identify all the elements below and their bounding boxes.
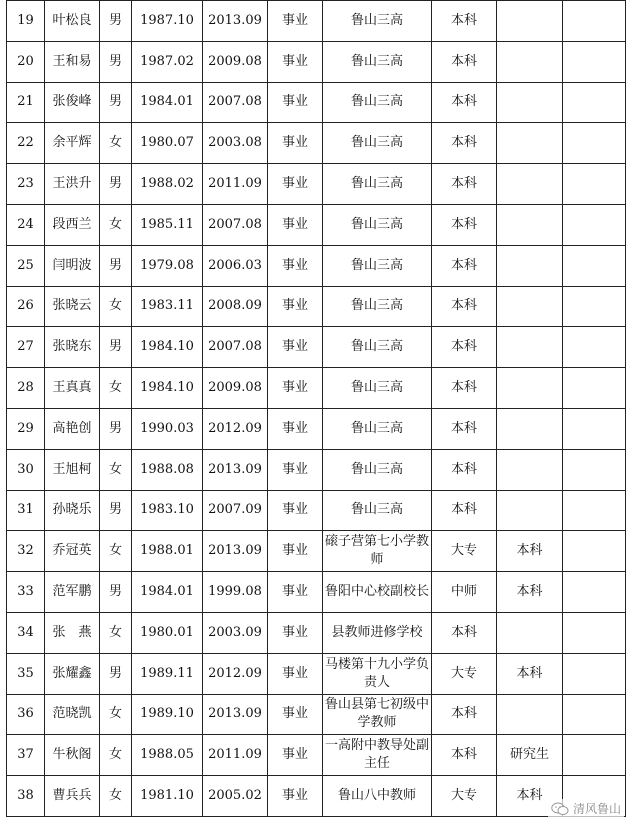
cell-name: 张 燕 bbox=[45, 612, 100, 653]
cell-birth: 1980.01 bbox=[132, 612, 203, 653]
cell-unit: 鲁山八中教师 bbox=[323, 776, 432, 817]
cell-edu2 bbox=[497, 286, 563, 327]
cell-edu2 bbox=[497, 327, 563, 368]
cell-note bbox=[563, 245, 626, 286]
cell-no: 21 bbox=[7, 82, 45, 123]
cell-type: 事业 bbox=[268, 449, 323, 490]
cell-edu2 bbox=[497, 164, 563, 205]
cell-type: 事业 bbox=[268, 327, 323, 368]
cell-type: 事业 bbox=[268, 204, 323, 245]
table-row bbox=[7, 245, 626, 286]
cell-unit: 鲁山三高 bbox=[323, 123, 432, 164]
cell-birth: 1988.05 bbox=[132, 735, 203, 776]
cell-edu1: 本科 bbox=[432, 204, 497, 245]
cell-type: 事业 bbox=[268, 245, 323, 286]
cell-name: 乔冠英 bbox=[45, 531, 100, 572]
cell-work: 2007.08 bbox=[203, 204, 268, 245]
cell-name: 段西兰 bbox=[45, 204, 100, 245]
table-row bbox=[7, 449, 626, 490]
cell-birth: 1988.08 bbox=[132, 449, 203, 490]
table-row bbox=[7, 1, 626, 42]
cell-no: 35 bbox=[7, 653, 45, 694]
cell-name: 张耀鑫 bbox=[45, 653, 100, 694]
cell-birth: 1990.03 bbox=[132, 408, 203, 449]
cell-unit: 鲁阳中心校副校长 bbox=[323, 572, 432, 613]
cell-edu2 bbox=[497, 694, 563, 735]
wechat-logo-icon bbox=[551, 802, 569, 816]
cell-note bbox=[563, 41, 626, 82]
cell-work: 2006.03 bbox=[203, 245, 268, 286]
cell-sex: 男 bbox=[100, 82, 132, 123]
cell-sex: 女 bbox=[100, 612, 132, 653]
cell-sex: 男 bbox=[100, 1, 132, 42]
cell-work: 2007.08 bbox=[203, 327, 268, 368]
cell-note bbox=[563, 123, 626, 164]
cell-unit: 鲁山三高 bbox=[323, 490, 432, 531]
cell-edu2 bbox=[497, 490, 563, 531]
cell-edu2: 研究生 bbox=[497, 735, 563, 776]
cell-edu2 bbox=[497, 449, 563, 490]
cell-birth: 1983.11 bbox=[132, 286, 203, 327]
cell-edu1: 本科 bbox=[432, 368, 497, 409]
cell-sex: 男 bbox=[100, 572, 132, 613]
cell-edu2: 本科 bbox=[497, 572, 563, 613]
cell-unit: 一高附中教导处副主任 bbox=[323, 735, 432, 776]
cell-note bbox=[563, 694, 626, 735]
cell-name: 闫明波 bbox=[45, 245, 100, 286]
cell-note bbox=[563, 1, 626, 42]
cell-note bbox=[563, 164, 626, 205]
cell-birth: 1983.10 bbox=[132, 490, 203, 531]
cell-no: 33 bbox=[7, 572, 45, 613]
cell-name: 范晓凯 bbox=[45, 694, 100, 735]
cell-unit: 马楼第十九小学负责人 bbox=[323, 653, 432, 694]
cell-note bbox=[563, 735, 626, 776]
cell-edu2 bbox=[497, 368, 563, 409]
cell-edu1: 本科 bbox=[432, 286, 497, 327]
cell-edu1: 本科 bbox=[432, 164, 497, 205]
cell-birth: 1979.08 bbox=[132, 245, 203, 286]
cell-work: 2007.09 bbox=[203, 490, 268, 531]
cell-note bbox=[563, 368, 626, 409]
cell-no: 26 bbox=[7, 286, 45, 327]
cell-work: 2011.09 bbox=[203, 164, 268, 205]
cell-work: 2013.09 bbox=[203, 694, 268, 735]
cell-unit: 鲁山三高 bbox=[323, 449, 432, 490]
cell-sex: 女 bbox=[100, 449, 132, 490]
cell-sex: 女 bbox=[100, 368, 132, 409]
cell-note bbox=[563, 653, 626, 694]
cell-edu1: 大专 bbox=[432, 653, 497, 694]
cell-no: 27 bbox=[7, 327, 45, 368]
table-row bbox=[7, 531, 626, 572]
cell-edu2 bbox=[497, 245, 563, 286]
cell-note bbox=[563, 286, 626, 327]
cell-name: 张晓东 bbox=[45, 327, 100, 368]
table-row bbox=[7, 164, 626, 205]
cell-unit: 鲁山三高 bbox=[323, 408, 432, 449]
cell-edu2: 本科 bbox=[497, 776, 563, 817]
cell-unit: 鲁山三高 bbox=[323, 245, 432, 286]
cell-edu2 bbox=[497, 204, 563, 245]
cell-sex: 男 bbox=[100, 245, 132, 286]
cell-work: 2012.09 bbox=[203, 653, 268, 694]
cell-unit: 鲁山三高 bbox=[323, 286, 432, 327]
cell-edu1: 大专 bbox=[432, 531, 497, 572]
cell-type: 事业 bbox=[268, 531, 323, 572]
cell-work: 2005.02 bbox=[203, 776, 268, 817]
cell-birth: 1989.10 bbox=[132, 694, 203, 735]
table-row bbox=[7, 408, 626, 449]
cell-birth: 1980.07 bbox=[132, 123, 203, 164]
cell-no: 38 bbox=[7, 776, 45, 817]
table-row bbox=[7, 327, 626, 368]
cell-birth: 1988.02 bbox=[132, 164, 203, 205]
cell-no: 19 bbox=[7, 1, 45, 42]
cell-name: 王真真 bbox=[45, 368, 100, 409]
cell-work: 2008.09 bbox=[203, 286, 268, 327]
cell-birth: 1985.11 bbox=[132, 204, 203, 245]
cell-note bbox=[563, 327, 626, 368]
cell-unit: 鲁山三高 bbox=[323, 327, 432, 368]
cell-work: 2011.09 bbox=[203, 735, 268, 776]
cell-note bbox=[563, 531, 626, 572]
cell-sex: 男 bbox=[100, 327, 132, 368]
table-row bbox=[7, 776, 626, 817]
cell-sex: 男 bbox=[100, 408, 132, 449]
cell-unit: 鲁山三高 bbox=[323, 164, 432, 205]
table-row bbox=[7, 694, 626, 735]
table-row bbox=[7, 123, 626, 164]
cell-type: 事业 bbox=[268, 82, 323, 123]
cell-no: 30 bbox=[7, 449, 45, 490]
cell-sex: 男 bbox=[100, 490, 132, 531]
cell-edu2 bbox=[497, 41, 563, 82]
table-row bbox=[7, 41, 626, 82]
cell-no: 34 bbox=[7, 612, 45, 653]
table-row bbox=[7, 735, 626, 776]
cell-edu1: 本科 bbox=[432, 41, 497, 82]
cell-unit: 鲁山三高 bbox=[323, 82, 432, 123]
cell-no: 24 bbox=[7, 204, 45, 245]
cell-type: 事业 bbox=[268, 572, 323, 613]
cell-birth: 1984.10 bbox=[132, 327, 203, 368]
cell-sex: 女 bbox=[100, 123, 132, 164]
cell-unit: 鲁山三高 bbox=[323, 204, 432, 245]
cell-name: 范军鹏 bbox=[45, 572, 100, 613]
cell-name: 叶松良 bbox=[45, 1, 100, 42]
cell-edu1: 本科 bbox=[432, 612, 497, 653]
cell-name: 张晓云 bbox=[45, 286, 100, 327]
teacher-roster-table bbox=[6, 0, 626, 817]
cell-note bbox=[563, 408, 626, 449]
cell-work: 2013.09 bbox=[203, 1, 268, 42]
cell-type: 事业 bbox=[268, 776, 323, 817]
cell-edu2 bbox=[497, 82, 563, 123]
cell-note bbox=[563, 449, 626, 490]
cell-sex: 女 bbox=[100, 286, 132, 327]
cell-unit: 鲁山三高 bbox=[323, 41, 432, 82]
cell-no: 22 bbox=[7, 123, 45, 164]
cell-edu1: 本科 bbox=[432, 245, 497, 286]
cell-work: 2012.09 bbox=[203, 408, 268, 449]
cell-edu1: 本科 bbox=[432, 735, 497, 776]
cell-birth: 1988.01 bbox=[132, 531, 203, 572]
cell-sex: 男 bbox=[100, 653, 132, 694]
cell-edu1: 大专 bbox=[432, 776, 497, 817]
table-row bbox=[7, 572, 626, 613]
cell-no: 29 bbox=[7, 408, 45, 449]
cell-name: 高艳创 bbox=[45, 408, 100, 449]
cell-work: 2013.09 bbox=[203, 449, 268, 490]
table-body bbox=[7, 1, 626, 817]
cell-birth: 1989.11 bbox=[132, 653, 203, 694]
cell-unit: 鲁山县第七初级中学教师 bbox=[323, 694, 432, 735]
cell-edu2: 本科 bbox=[497, 653, 563, 694]
table-row bbox=[7, 490, 626, 531]
cell-name: 王和易 bbox=[45, 41, 100, 82]
cell-sex: 女 bbox=[100, 204, 132, 245]
table-row bbox=[7, 82, 626, 123]
cell-type: 事业 bbox=[268, 286, 323, 327]
cell-type: 事业 bbox=[268, 735, 323, 776]
watermark bbox=[548, 799, 624, 818]
cell-edu2: 本科 bbox=[497, 531, 563, 572]
cell-unit: 县教师进修学校 bbox=[323, 612, 432, 653]
cell-birth: 1987.10 bbox=[132, 1, 203, 42]
cell-edu1: 本科 bbox=[432, 490, 497, 531]
table-row bbox=[7, 286, 626, 327]
cell-name: 王洪升 bbox=[45, 164, 100, 205]
cell-birth: 1981.10 bbox=[132, 776, 203, 817]
cell-work: 2003.09 bbox=[203, 612, 268, 653]
watermark-text: 清风鲁山 bbox=[572, 802, 621, 816]
cell-edu2 bbox=[497, 1, 563, 42]
cell-birth: 1987.02 bbox=[132, 41, 203, 82]
cell-edu1: 本科 bbox=[432, 1, 497, 42]
cell-name: 余平辉 bbox=[45, 123, 100, 164]
cell-sex: 女 bbox=[100, 531, 132, 572]
cell-sex: 女 bbox=[100, 735, 132, 776]
cell-name: 王旭柯 bbox=[45, 449, 100, 490]
table-row bbox=[7, 653, 626, 694]
cell-birth: 1984.10 bbox=[132, 368, 203, 409]
cell-no: 36 bbox=[7, 694, 45, 735]
cell-note bbox=[563, 572, 626, 613]
cell-note bbox=[563, 490, 626, 531]
cell-name: 曹兵兵 bbox=[45, 776, 100, 817]
cell-type: 事业 bbox=[268, 653, 323, 694]
cell-work: 1999.08 bbox=[203, 572, 268, 613]
cell-edu1: 本科 bbox=[432, 449, 497, 490]
cell-edu1: 中师 bbox=[432, 572, 497, 613]
table-row bbox=[7, 612, 626, 653]
cell-birth: 1984.01 bbox=[132, 82, 203, 123]
cell-edu1: 本科 bbox=[432, 123, 497, 164]
cell-note bbox=[563, 204, 626, 245]
cell-no: 31 bbox=[7, 490, 45, 531]
cell-sex: 女 bbox=[100, 776, 132, 817]
cell-no: 20 bbox=[7, 41, 45, 82]
cell-work: 2009.08 bbox=[203, 41, 268, 82]
table-row bbox=[7, 368, 626, 409]
cell-type: 事业 bbox=[268, 41, 323, 82]
cell-birth: 1984.01 bbox=[132, 572, 203, 613]
cell-edu1: 本科 bbox=[432, 694, 497, 735]
cell-work: 2009.08 bbox=[203, 368, 268, 409]
cell-no: 32 bbox=[7, 531, 45, 572]
cell-unit: 鲁山三高 bbox=[323, 368, 432, 409]
cell-type: 事业 bbox=[268, 694, 323, 735]
cell-no: 25 bbox=[7, 245, 45, 286]
cell-work: 2003.08 bbox=[203, 123, 268, 164]
cell-type: 事业 bbox=[268, 490, 323, 531]
cell-name: 孙晓乐 bbox=[45, 490, 100, 531]
cell-note bbox=[563, 612, 626, 653]
cell-no: 28 bbox=[7, 368, 45, 409]
cell-unit: 磙子营第七小学教师 bbox=[323, 531, 432, 572]
cell-edu1: 本科 bbox=[432, 82, 497, 123]
cell-name: 牛秋阁 bbox=[45, 735, 100, 776]
cell-sex: 女 bbox=[100, 694, 132, 735]
cell-type: 事业 bbox=[268, 164, 323, 205]
cell-sex: 男 bbox=[100, 164, 132, 205]
cell-edu2 bbox=[497, 408, 563, 449]
cell-no: 37 bbox=[7, 735, 45, 776]
cell-edu1: 本科 bbox=[432, 408, 497, 449]
cell-edu1: 本科 bbox=[432, 327, 497, 368]
table-row bbox=[7, 204, 626, 245]
cell-work: 2013.09 bbox=[203, 531, 268, 572]
cell-unit: 鲁山三高 bbox=[323, 1, 432, 42]
cell-edu2 bbox=[497, 123, 563, 164]
cell-type: 事业 bbox=[268, 1, 323, 42]
cell-sex: 男 bbox=[100, 41, 132, 82]
cell-type: 事业 bbox=[268, 123, 323, 164]
cell-type: 事业 bbox=[268, 408, 323, 449]
cell-no: 23 bbox=[7, 164, 45, 205]
cell-name: 张俊峰 bbox=[45, 82, 100, 123]
cell-note bbox=[563, 82, 626, 123]
cell-edu2 bbox=[497, 612, 563, 653]
cell-type: 事业 bbox=[268, 612, 323, 653]
cell-work: 2007.08 bbox=[203, 82, 268, 123]
cell-type: 事业 bbox=[268, 368, 323, 409]
